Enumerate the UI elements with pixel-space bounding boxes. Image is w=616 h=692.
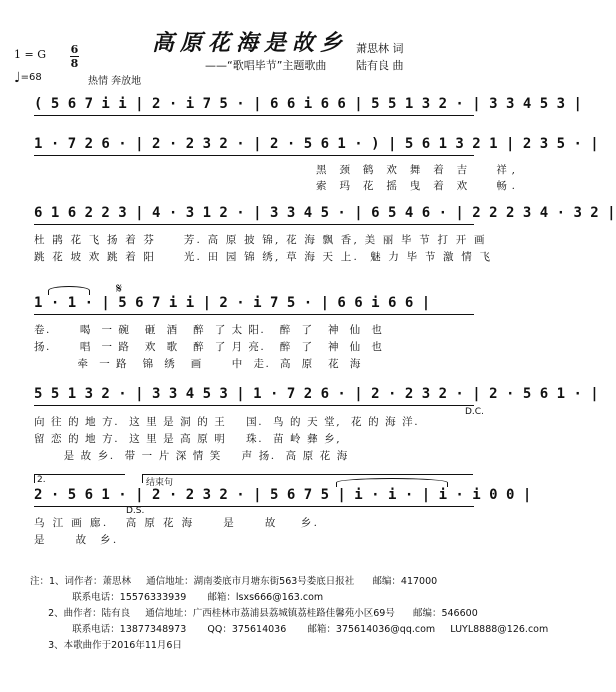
tempo-value: =68 (20, 72, 42, 83)
beam-line (34, 155, 474, 156)
tempo-marking (14, 70, 42, 86)
expression-marking: 热情 奔放地 (88, 76, 142, 87)
volta-bracket (34, 474, 125, 483)
song-subtitle: ——“歌唱毕节”主题歌曲 (205, 59, 327, 72)
notes-line-6: 2 · 5 6 1 · | 2 · 2 3 2 · | 5 6 7 5 | i · i · | i · i 0 0 | (34, 487, 532, 503)
footnote-2-contact: 联系电话：13877348973 QQ：375614036 邮箱：375614036@qq.com LUYL8888@126.com (30, 624, 549, 635)
quarter-note-icon: ♩ (14, 70, 21, 86)
lyrics-6a: 乌 江 画 廊. 高 原 花 海 是 故 乡. (34, 517, 320, 529)
tie-mark (336, 478, 448, 487)
time-numerator: 6 (70, 43, 79, 56)
credits (356, 40, 404, 74)
lyrics-5b: 留 恋 的 地 方. 这 里 是 高 原 明 珠. 苗 岭 彝 乡, (34, 433, 342, 445)
lyrics-2a: 黑 颈 鹤 欢 舞 着 吉 祥, (316, 164, 520, 176)
lyrics-4a: 卷. 喝 一 碗 砸 酒 醉 了 太 阳. 醉 了 神 仙 也 (34, 324, 384, 336)
lyrics-5a: 向 往 的 地 方. 这 里 是 洞 的 王 国. 鸟 的 天 堂, 花 的 海 洋. (34, 416, 420, 428)
notes-line-4: 1 · 1 · | 5 6 7 i i | 2 · i 7 5 · | 6 6 i 6 6 | (34, 295, 431, 311)
footnote-3: 3、本歌曲作于2016年11月6日 (30, 640, 182, 651)
footnote-2: 2、曲作者：陆有良 通信地址：广西桂林市荔浦县荔城镇荔桂路佳馨苑小区69号 邮编：546600 (30, 608, 478, 619)
score-line-4 (34, 295, 476, 315)
beam-line (34, 314, 474, 315)
time-signature (70, 44, 79, 69)
ds-mark: D.S. (126, 506, 145, 516)
lyrics-4c: 牵 一 路 锦 绣 画 中 走. 高 原 花 海 (34, 358, 362, 370)
lyrics-4b: 扬. 唱 一 路 欢 歌 醉 了 月 亮. 醉 了 神 仙 也 (34, 341, 384, 353)
notes-line-1: ( 5 6 7 i i | 2 · i 7 5 · | 6 6 i 6 6 | 5 5 1 3 2 · | 3 3 4 5 3 | (34, 96, 582, 112)
composer-credit: 陆有良 曲 (356, 59, 404, 72)
notes-line-2: 1 · 7 2 6 · | 2 · 2 3 2 · | 2 · 5 6 1 · ) | 5 6 1 3 2 1 | 2 3 5 · | (34, 136, 599, 152)
notes-line-5: 5 5 1 3 2 · | 3 3 4 5 3 | 1 · 7 2 6 · | 2 · 2 3 2 · | 2 · 5 6 1 · | (34, 386, 599, 402)
beam-line (34, 506, 474, 507)
lyrics-2b: 索 玛 花 摇 曳 着 欢 畅. (316, 180, 520, 192)
key-signature: 1 = G (14, 48, 46, 61)
lyrics-6b: 是 故 乡. (34, 534, 119, 546)
score-line-3 (34, 205, 616, 225)
lyrics-3b: 跳 花 坡 欢 跳 着 阳 光. 田 园 锦 绣, 草 海 天 上. 魅 力 毕 节 激 情 飞 (34, 251, 493, 263)
segno-sign: 𝄋 (116, 281, 123, 297)
ending-label: 结束句 (146, 478, 174, 488)
footnotes (30, 574, 548, 654)
notes-line-3: 6 1 6 2 2 3 | 4 · 3 1 2 · | 3 3 4 5 · | 6 5 4 6 · | 2 2 2 3 4 · 3 2 | (34, 205, 616, 221)
beam-line (34, 405, 474, 406)
footnote-1: 注：1、词作者：萧思林 通信地址：湖南娄底市月塘东街563号娄底日报社 邮编：417000 (30, 576, 438, 587)
volta-label: 2. (37, 475, 46, 485)
dc-mark: D.C. (465, 407, 484, 417)
footnote-1-contact: 联系电话：15576333939 邮箱：lsxs666@163.com (30, 592, 324, 603)
lyricist-credit: 萧思林 词 (356, 42, 404, 55)
score-line-5 (34, 386, 599, 406)
score-line-6 (34, 487, 532, 507)
score-line-2 (34, 136, 599, 156)
beam-line (34, 224, 474, 225)
lyrics-3a: 杜 鹃 花 飞 扬 着 芬 芳. 高 原 披 锦, 花 海 飘 香, 美 丽 毕 节 打 开 画 (34, 234, 487, 246)
time-denominator: 8 (70, 57, 79, 70)
lyrics-5c: 是 故 乡. 带 一 片 深 情 笑 声 扬. 高 原 花 海 (34, 450, 349, 462)
song-title: 高原花海是故乡 (151, 30, 348, 56)
score-line-1 (34, 96, 582, 116)
beam-line (34, 115, 474, 116)
tie-mark (48, 286, 90, 295)
